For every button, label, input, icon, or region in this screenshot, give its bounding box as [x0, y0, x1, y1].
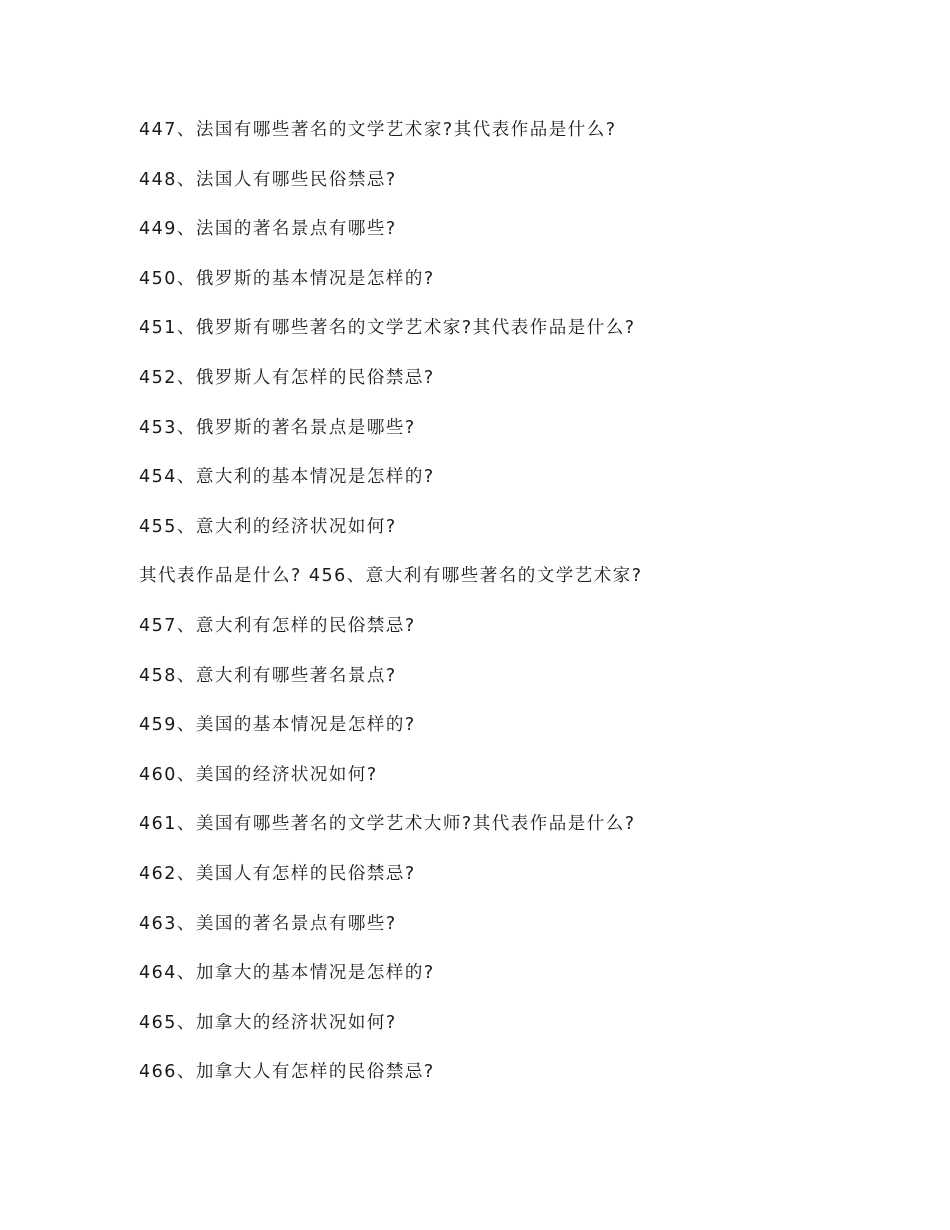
- question-item: 462、美国人有怎样的民俗禁忌?: [139, 863, 416, 884]
- question-item: 448、法国人有哪些民俗禁忌?: [139, 169, 397, 190]
- question-item: 460、美国的经济状况如何?: [139, 764, 378, 785]
- question-item: 457、意大利有怎样的民俗禁忌?: [139, 615, 416, 636]
- question-item: 453、俄罗斯的著名景点是哪些?: [139, 417, 416, 438]
- question-item: 450、俄罗斯的基本情况是怎样的?: [139, 268, 435, 289]
- question-item: 459、美国的基本情况是怎样的?: [139, 715, 416, 736]
- question-item: 455、意大利的经济状况如何?: [139, 516, 397, 537]
- question-item: 458、意大利有哪些著名景点?: [139, 665, 397, 686]
- question-list: [139, 114, 899, 1106]
- question-item: 其代表作品是什么? 456、意大利有哪些著名的文学艺术家?: [139, 566, 643, 587]
- question-item: 464、加拿大的基本情况是怎样的?: [139, 963, 435, 984]
- question-item: 466、加拿大人有怎样的民俗禁忌?: [139, 1062, 435, 1083]
- question-item: 454、意大利的基本情况是怎样的?: [139, 467, 435, 488]
- question-item: 451、俄罗斯有哪些著名的文学艺术家?其代表作品是什么?: [139, 318, 636, 339]
- question-item: 449、法国的著名景点有哪些?: [139, 219, 397, 240]
- question-item: 465、加拿大的经济状况如何?: [139, 1012, 397, 1033]
- question-item: 463、美国的著名景点有哪些?: [139, 913, 397, 934]
- question-item: 461、美国有哪些著名的文学艺术大师?其代表作品是什么?: [139, 814, 636, 835]
- question-item: 452、俄罗斯人有怎样的民俗禁忌?: [139, 367, 435, 388]
- question-item: 447、法国有哪些著名的文学艺术家?其代表作品是什么?: [139, 120, 617, 140]
